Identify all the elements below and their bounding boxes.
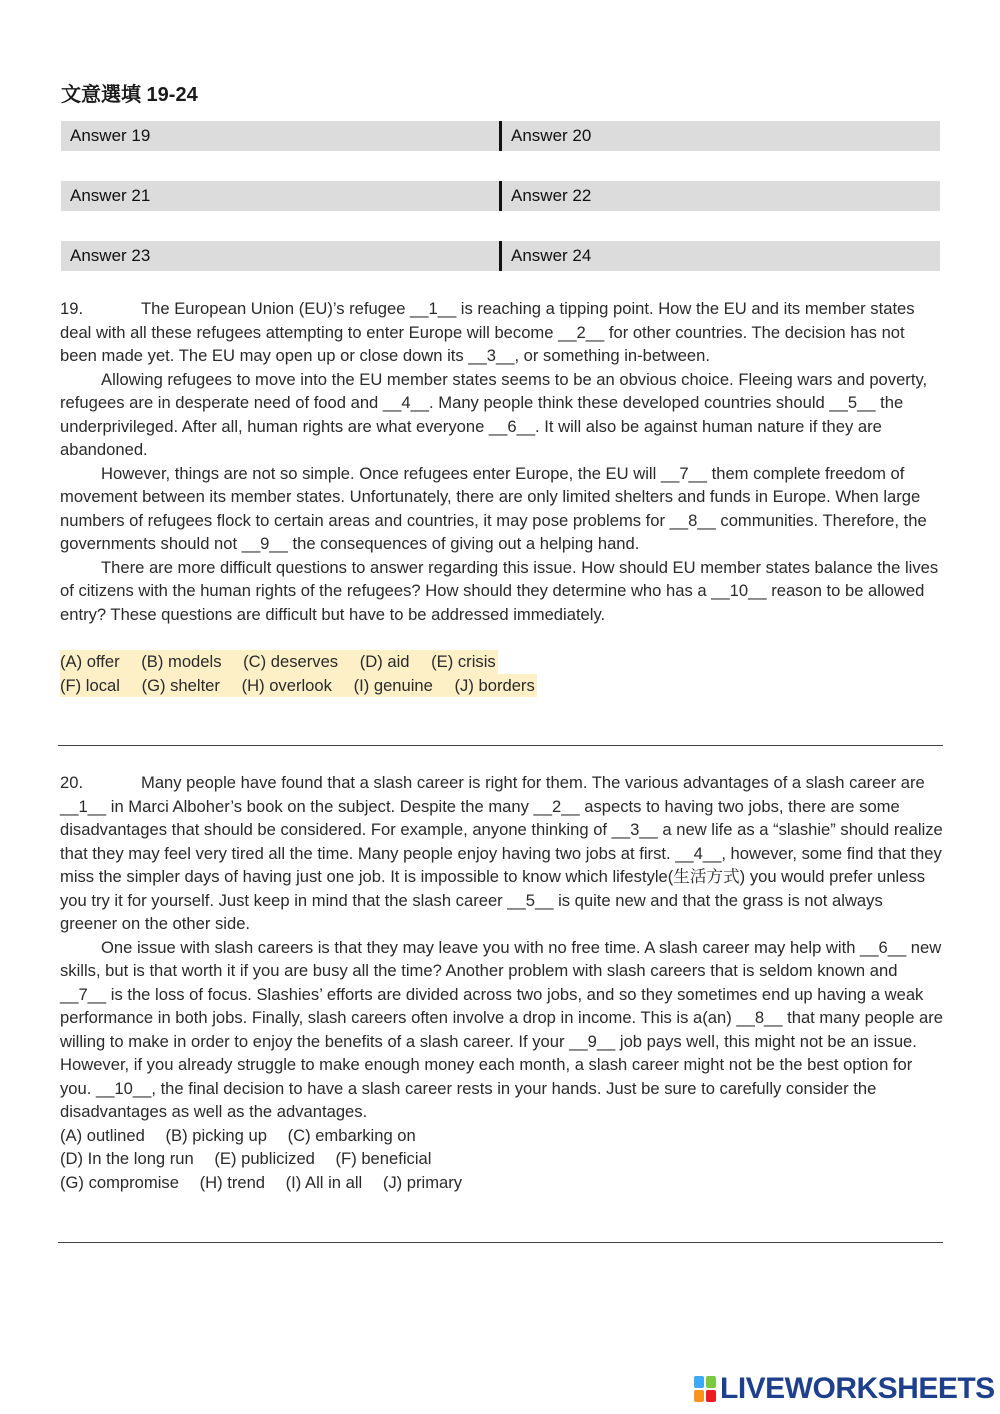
- paragraph: However, things are not so simple. Once refugees enter Europe, the EU will __7__ them complete freedom of movement between its member states. Unfortunately, there are only limited shelters and funds in Europe. When large numbers of refugees flock to certain areas and countries, it may pose problems for __8__ communities. Therefore, the governments should not __9__ the consequences of giving out a helping hand.: [60, 463, 927, 553]
- answer-fields: [61, 121, 940, 301]
- option: (G) shelter: [141, 675, 220, 695]
- answer-21-field[interactable]: Answer 21: [61, 181, 499, 211]
- options-line: [60, 1124, 944, 1148]
- option: (G) compromise: [60, 1172, 179, 1192]
- answer-row: [61, 241, 940, 271]
- liveworksheets-logo-icon: [694, 1376, 716, 1402]
- logo-square: [694, 1390, 704, 1402]
- options-line: [60, 650, 498, 674]
- section-divider: [58, 745, 943, 746]
- logo-square: [706, 1376, 716, 1388]
- answer-row: [61, 181, 940, 211]
- logo-text: LIVEWORKSHEETS: [720, 1372, 995, 1405]
- option: (H) overlook: [241, 675, 332, 695]
- option: (D) aid: [359, 652, 410, 671]
- option: (B) models: [141, 652, 222, 671]
- paragraph: [60, 771, 944, 936]
- option: (E) crisis: [431, 652, 496, 671]
- answer-row: [61, 121, 940, 151]
- answer-24-field[interactable]: Answer 24: [499, 241, 940, 271]
- liveworksheets-logo[interactable]: [694, 1372, 995, 1406]
- option: (F) beneficial: [335, 1149, 432, 1168]
- option: (F) local: [60, 675, 120, 695]
- page-title: 文意選填 19-24: [61, 84, 198, 106]
- paragraph: There are more difficult questions to answer regarding this issue. How should EU member states balance the lives of citizens with the human rights of the refugees? How should they determine who has a __10__ reason to be allowed entry? These questions are difficult but have to be addressed immediately.: [60, 557, 939, 624]
- option: (I) All in all: [285, 1172, 363, 1192]
- section-divider: [58, 1242, 943, 1243]
- question-19-passage: [60, 297, 944, 697]
- options-line: [60, 1147, 944, 1171]
- option: (A) outlined: [60, 1125, 145, 1145]
- answer-20-field[interactable]: Answer 20: [499, 121, 940, 151]
- paragraph: One issue with slash careers is that they may leave you with no free time. A slash career may help with __6__ new skills, but is that worth it if you are busy all the time? Another problem with slash careers that is seldom known and __7__ is the loss of focus. Slashies’ efforts are divided across two jobs, and so they sometimes end up having a weak performance in both jobs. Finally, slash careers often involve a drop in income. This is a(an) __8__ that many people are willing to make in order to enjoy the benefits of a slash career. If your __9__ job pays well, this might not be an issue. However, if you already struggle to make enough money each month, a slash career might not be the best option for you. __10__, the final decision to have a slash career rests in your hands. Just be sure to carefully consider the disadvantages as well as the advantages.: [60, 937, 944, 1121]
- option: (D) In the long run: [60, 1149, 194, 1168]
- question-number: 19.: [60, 299, 84, 318]
- answer-22-field[interactable]: Answer 22: [499, 181, 940, 211]
- paragraph-text: The European Union (EU)’s refugee __1__ is reaching a tipping point. How the EU and its member states deal with all these refugees attempting to enter Europe will become __2__ for other countries. The decision has not been made yet. The EU may open up or close down its __3__, or something in-between.: [60, 299, 915, 365]
- option: (H) trend: [199, 1172, 266, 1192]
- paragraph-text: Many people have found that a slash career is right for them. The various advantages of a slash career are __1__ in Marci Alboher’s book on the subject. Despite the many __2__ aspects to having two jobs, there are some disadvantages that should be considered. For example, anyone thinking of __3__ a new life as a “slashie” should realize that they may feel very tired all the time. Many people enjoy having two jobs at first. __4__, however, some find that they miss the simpler days of having just one job. It is impossible to know which lifestyle(生活方式) you would prefer unless you try it for yourself. Just keep in mind that the slash career __5__ is quite new and that the grass is not always greener on the other side.: [60, 773, 943, 933]
- question-20-passage: [60, 771, 944, 1194]
- option: (C) deserves: [243, 652, 339, 671]
- option: (J) borders: [454, 675, 535, 695]
- option: (A) offer: [60, 652, 120, 671]
- options-list: [60, 1124, 944, 1195]
- option: (E) publicized: [214, 1149, 315, 1168]
- options-list: [60, 650, 944, 697]
- paragraph: [60, 297, 944, 368]
- option: (B) picking up: [165, 1125, 267, 1145]
- logo-square: [706, 1390, 716, 1402]
- option: (C) embarking on: [287, 1125, 416, 1145]
- question-number: 20.: [60, 773, 84, 792]
- options-line: [60, 1171, 944, 1195]
- option: (J) primary: [382, 1172, 463, 1192]
- option: (I) genuine: [353, 675, 433, 695]
- answer-23-field[interactable]: Answer 23: [61, 241, 499, 271]
- paragraph: Allowing refugees to move into the EU member states seems to be an obvious choice. Fleeing wars and poverty, refugees are in desperate need of food and __4__. Many people think these developed countries should __5__ the underprivileged. After all, human rights are what everyone __6__. It will also be against human nature if they are abandoned.: [60, 369, 928, 459]
- logo-square: [694, 1376, 704, 1388]
- options-line: [60, 674, 537, 698]
- answer-19-field[interactable]: Answer 19: [61, 121, 499, 151]
